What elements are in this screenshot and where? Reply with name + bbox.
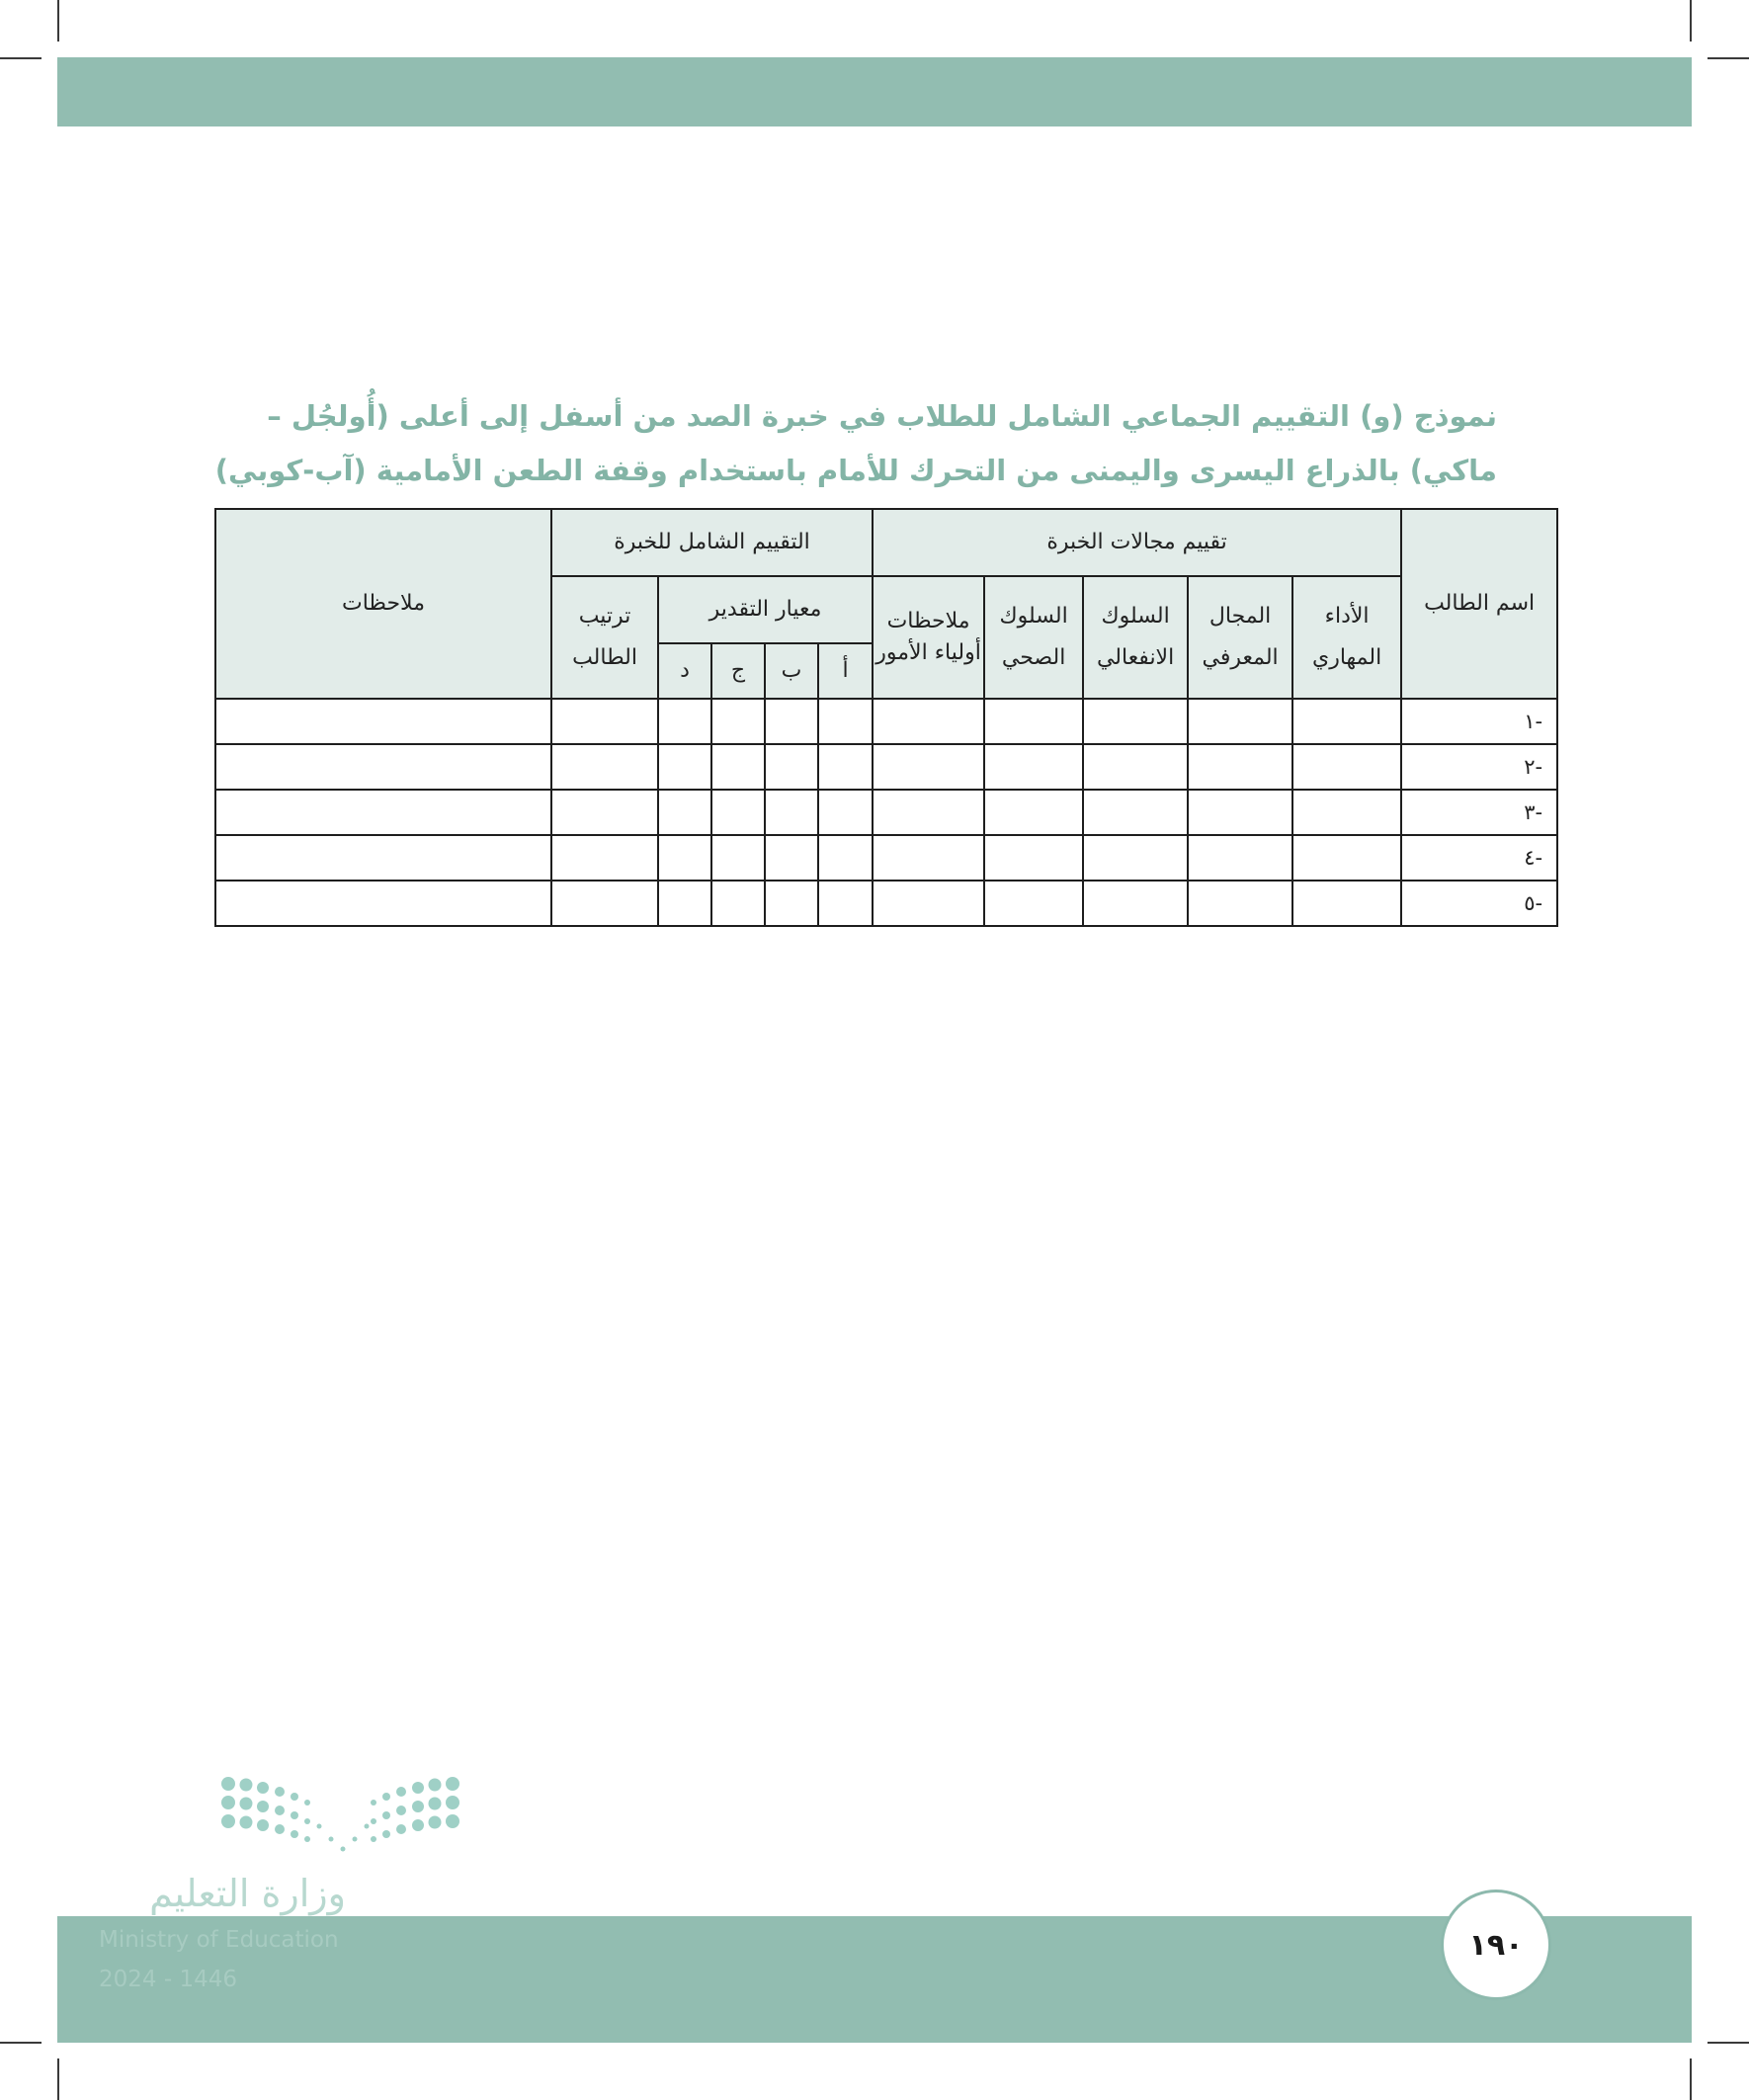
row-number: -٢ [1401,744,1557,790]
table-cell[interactable] [1292,699,1401,744]
logo-dot [353,1837,358,1842]
logo-dot [317,1824,322,1829]
table-cell[interactable] [711,881,765,926]
logo-dot [275,1824,285,1834]
table-cell[interactable] [1083,699,1188,744]
logo-dot [240,1779,253,1792]
overall-group-header: التقييم الشامل للخبرة [551,509,873,576]
logo-dot [396,1787,406,1797]
table-cell[interactable] [984,881,1083,926]
logo-dot [365,1824,370,1829]
table-cell[interactable] [873,699,984,744]
table-cell[interactable] [818,699,873,744]
crop-mark [57,0,59,42]
grading-criterion-header: معيار التقدير [658,576,873,643]
table-cell[interactable] [1188,835,1292,881]
domain-emotional-header: السلوك الانفعالي [1083,576,1188,699]
header-band [57,57,1692,126]
crop-mark [1707,2042,1749,2044]
ministry-name-ar: وزارة التعليم [149,1872,346,1915]
table-cell[interactable] [551,790,658,835]
logo-dot [240,1798,253,1810]
table-cell[interactable] [215,881,551,926]
row-number: -٣ [1401,790,1557,835]
crop-mark [0,57,42,59]
logo-dot [304,1800,310,1806]
table-cell[interactable] [551,881,658,926]
table-cell[interactable] [818,744,873,790]
table-cell[interactable] [1188,790,1292,835]
domain-health-header: السلوك الصحي [984,576,1083,699]
logo-dot [275,1806,285,1815]
table-cell[interactable] [984,835,1083,881]
table-cell[interactable] [873,835,984,881]
logo-dot [291,1811,298,1819]
table-row [215,790,1557,835]
logo-dot [446,1814,459,1828]
assessment-table [214,508,1558,927]
page-number-badge [1441,1890,1551,2000]
logo-dot [371,1818,376,1824]
table-cell[interactable] [984,790,1083,835]
logo-dot [371,1800,376,1806]
logo-dot [257,1801,269,1812]
table-row [215,699,1557,744]
table-cell[interactable] [658,744,711,790]
table-cell[interactable] [765,699,818,744]
grade-b-header: ب [765,643,818,699]
table-cell[interactable] [1188,744,1292,790]
table-cell[interactable] [658,699,711,744]
table-cell[interactable] [658,835,711,881]
table-cell[interactable] [765,744,818,790]
logo-dot [275,1787,285,1797]
domain-skill-header: الأداء المهاري [1292,576,1401,699]
row-number: -٥ [1401,881,1557,926]
table-cell[interactable] [765,835,818,881]
table-cell[interactable] [984,744,1083,790]
table-cell[interactable] [818,881,873,926]
table-cell[interactable] [711,790,765,835]
table-cell[interactable] [215,699,551,744]
logo-dot [304,1818,310,1824]
table-cell[interactable] [551,835,658,881]
grade-c-header: ج [711,643,765,699]
table-cell[interactable] [818,790,873,835]
row-number: -١ [1401,699,1557,744]
crop-mark [57,2058,59,2100]
logo-dot [257,1782,269,1794]
ministry-name-en: Ministry of Education [99,1927,339,1953]
table-cell[interactable] [873,881,984,926]
logo-dot [257,1819,269,1831]
table-row [215,835,1557,881]
table-cell[interactable] [873,744,984,790]
crop-mark [1690,2058,1692,2100]
domain-cognitive-header: المجال المعرفي [1188,576,1292,699]
row-number: -٤ [1401,835,1557,881]
student-name-header: اسم الطالب [1401,509,1557,699]
logo-dot [291,1830,298,1838]
form-title: نموذج (و) التقييم الجماعي الشامل للطلاب في خبرة الصد من أسفل إلى أعلى (أُولجُل – ماكي) بالذراع اليسرى واليمنى من التحرك للأمام باستخدام وقفة الطعن الأمامية (آب-كوبي) [214,399,1497,487]
table-row [215,744,1557,790]
table-cell[interactable] [551,699,658,744]
logo-dot [341,1847,346,1852]
logo-dot [429,1816,442,1829]
table-cell[interactable] [1083,835,1188,881]
table-cell[interactable] [873,790,984,835]
table-cell[interactable] [1083,744,1188,790]
logo-dot [221,1814,235,1828]
logo-dot [429,1779,442,1792]
table-cell[interactable] [1292,790,1401,835]
table-cell[interactable] [215,835,551,881]
table-cell[interactable] [1083,881,1188,926]
grade-a-header: أ [818,643,873,699]
logo-dot [382,1811,390,1819]
table-row [215,881,1557,926]
table-cell[interactable] [1292,881,1401,926]
student-rank-header: ترتيب الطالب [551,576,658,699]
table-cell[interactable] [215,790,551,835]
logo-dot [371,1836,376,1842]
logo-dot [221,1777,235,1791]
logo-dot [304,1836,310,1842]
notes-header: ملاحظات [215,509,551,699]
domains-group-header: تقييم مجالات الخبرة [873,509,1401,576]
logo-dot [446,1777,459,1791]
table-cell[interactable] [711,699,765,744]
table-cell[interactable] [1188,881,1292,926]
table-cell[interactable] [658,881,711,926]
table-cell[interactable] [1292,835,1401,881]
table-cell[interactable] [984,699,1083,744]
crop-mark [0,2042,42,2044]
logo-dot [412,1801,424,1812]
table-cell[interactable] [765,881,818,926]
logo-dot [396,1806,406,1815]
logo-dot [412,1782,424,1794]
table-cell[interactable] [215,744,551,790]
logo-dot [446,1796,459,1809]
domain-parents-notes-header: ملاحظات أولياء الأمور [873,576,984,699]
logo-dot [382,1793,390,1801]
table-cell[interactable] [711,835,765,881]
logo-dot [291,1793,298,1801]
logo-dot [412,1819,424,1831]
logo-dot [396,1824,406,1834]
table-cell[interactable] [1292,744,1401,790]
logo-dot [429,1798,442,1810]
crop-mark [1690,0,1692,42]
table-cell[interactable] [551,744,658,790]
ministry-year: 2024 - 1446 [99,1967,237,1992]
table-cell[interactable] [658,790,711,835]
logo-dot [221,1796,235,1809]
table-cell[interactable] [1083,790,1188,835]
page-number: ١٩٠ [1468,1927,1524,1963]
grade-d-header: د [658,643,711,699]
table-cell[interactable] [711,744,765,790]
table-cell[interactable] [765,790,818,835]
logo-dot [240,1816,253,1829]
logo-dot [382,1830,390,1838]
table-cell[interactable] [818,835,873,881]
logo-dot [329,1837,334,1842]
crop-mark [1707,57,1749,59]
table-cell[interactable] [1188,699,1292,744]
